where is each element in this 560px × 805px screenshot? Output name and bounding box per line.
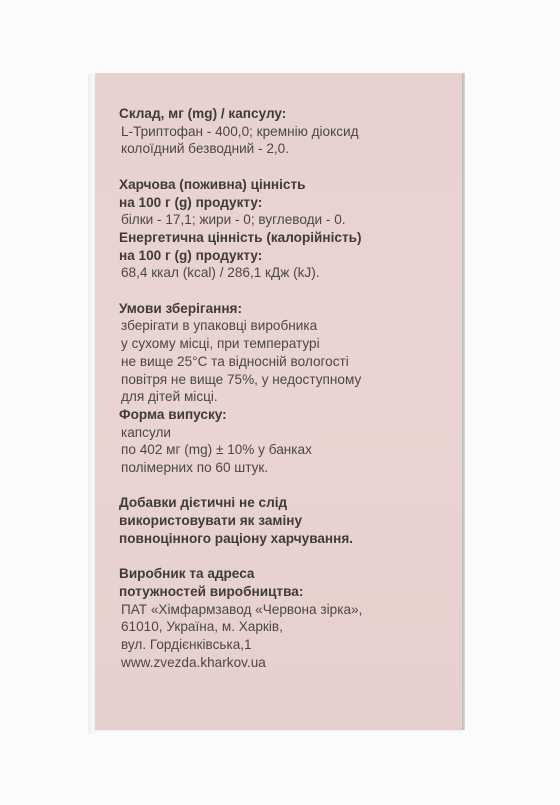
nutrition-title: на 100 г (g) продукту: — [119, 194, 263, 210]
manufacturer-website: www.zvezda.kharkov.ua — [121, 654, 266, 670]
nutrition-value: білки - 17,1; жири - 0; вуглеводи - 0. — [121, 212, 346, 228]
release-form-line: по 402 мг (mg) ± 10% у банках — [121, 442, 312, 458]
box-edge — [462, 73, 465, 730]
release-form-line: полімерних по 60 штук. — [121, 460, 269, 476]
storage-line: для дітей місці. — [121, 389, 218, 405]
warning-line: повноцінного раціону харчування. — [119, 530, 354, 546]
release-form-line: капсули — [121, 424, 171, 440]
warning-line: використовувати як заміну — [119, 513, 303, 529]
composition-title: Склад, мг (mg) / капсулу: — [119, 106, 287, 121]
storage-line: зберігати в упаковці виробника — [121, 318, 318, 334]
storage-line: у сухому місці, при температурі — [121, 336, 320, 352]
energy-title: на 100 г (g) продукту: — [119, 247, 263, 263]
storage-title: Умови зберігання: — [119, 300, 243, 316]
storage-line: повітря не вище 75%, у недоступному — [121, 371, 362, 387]
composition-line: колоїдний безводний - 2,0. — [121, 141, 290, 157]
manufacturer-title: Виробник та адреса — [119, 566, 255, 582]
manufacturer-line: ПАТ «Хімфармзавод «Червона зірка», — [121, 601, 363, 617]
manufacturer-line: 61010, Україна, м. Харків, — [121, 619, 283, 635]
nutrition-title: Харчова (поживна) цінність — [119, 176, 306, 192]
composition-line: L-Триптофан - 400,0; кремнію діоксид — [121, 123, 359, 139]
release-form-title: Форма випуску: — [119, 406, 227, 422]
manufacturer-title: потужностей виробництва: — [119, 583, 304, 599]
energy-value: 68,4 ккал (kcal) / 286,1 кДж (kJ). — [121, 265, 320, 281]
energy-title: Енергетична цінність (калорійність) — [119, 229, 362, 245]
manufacturer-line: вул. Гордієнківська,1 — [121, 637, 252, 653]
storage-line: не вище 25°С та відносній вологості — [121, 353, 349, 369]
warning-line: Добавки дієтичні не слід — [119, 495, 288, 511]
label-text — [119, 105, 449, 671]
package-side-panel — [95, 73, 462, 730]
